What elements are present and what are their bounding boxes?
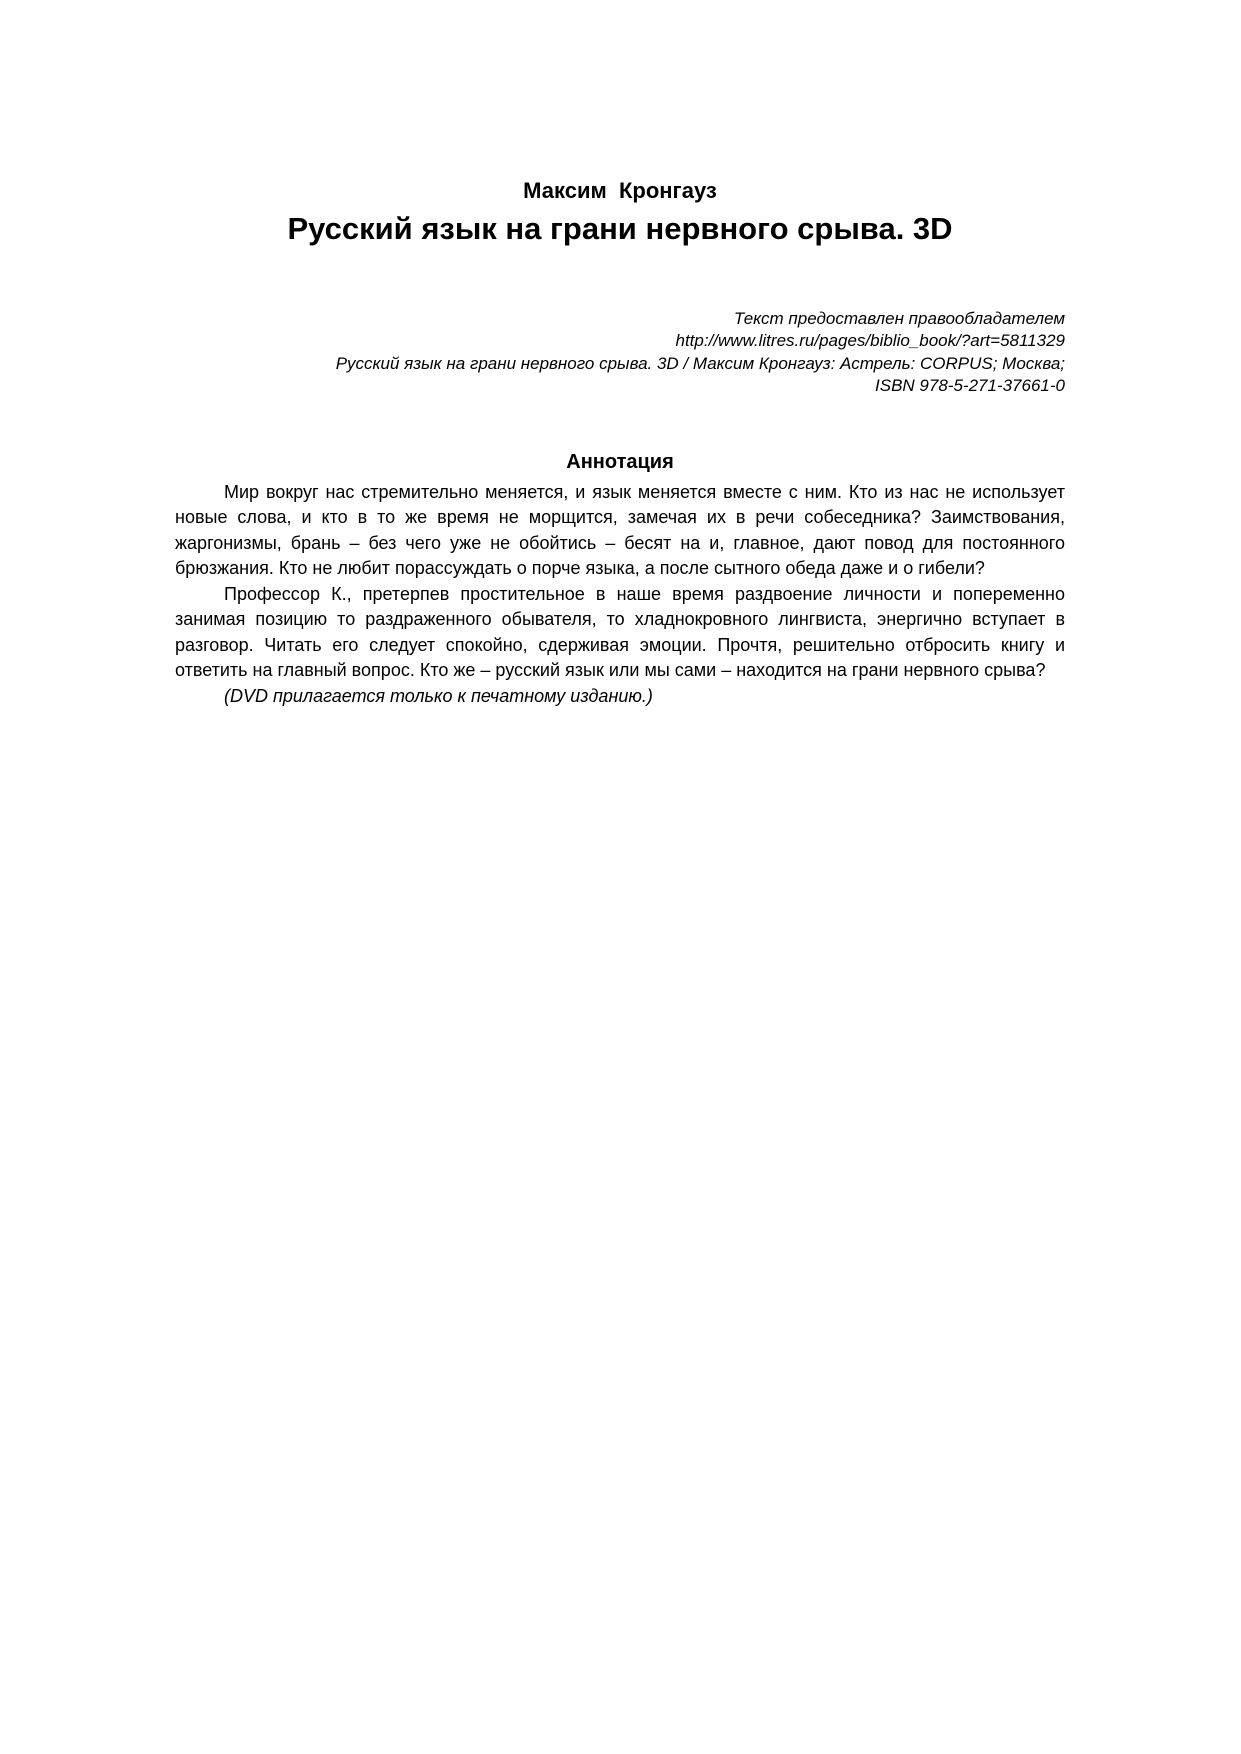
annotation-paragraph-1: Мир вокруг нас стремительно меняется, и язык меняется вместе с ним. Кто из нас не использует новые слова, и кто в то же время не морщится, замечая их в речи собеседника? Заимствования, жаргонизмы, брань – без чего уже не обойтись – бесят на и, главное, дают повод для постоянного брюзжания. Кто не любит порассуждать о порче языка, а после сытного обеда даже и о гибели? bbox=[175, 481, 1065, 579]
imprint-edition-line: Русский язык на грани нервного срыва. 3D / Максим Кронгауз: Астрель: CORPUS; Москва; bbox=[335, 353, 1065, 373]
annotation-heading: Аннотация bbox=[566, 450, 674, 473]
author-name: Максим Кронгауз bbox=[523, 178, 717, 203]
imprint-url: http://www.litres.ru/pages/biblio_book/?art=5811329 bbox=[675, 331, 1065, 351]
imprint-isbn: ISBN 978-5-271-37661-0 bbox=[875, 376, 1065, 396]
book-title: Русский язык на грани нервного срыва. 3D bbox=[287, 211, 953, 246]
imprint-block bbox=[175, 308, 1065, 398]
dvd-note: (DVD прилагается только к печатному изданию.) bbox=[224, 685, 653, 706]
page-content bbox=[0, 0, 1241, 709]
annotation-body bbox=[175, 480, 1065, 710]
imprint-rights-line: Текст предоставлен правообладателем bbox=[733, 309, 1065, 328]
annotation-paragraph-2: Профессор К., претерпев простительное в наше время раздвоение личности и попеременно занимая позицию то раздраженного обывателя, то хладнокровного лингвиста, энергично вступает в разговор. Читать его следует спокойно, сдерживая эмоции. Прочтя, решительно отбросить книгу и ответить на главный вопрос. Кто же – русский язык или мы сами – находится на грани нервного срыва? bbox=[175, 583, 1065, 681]
